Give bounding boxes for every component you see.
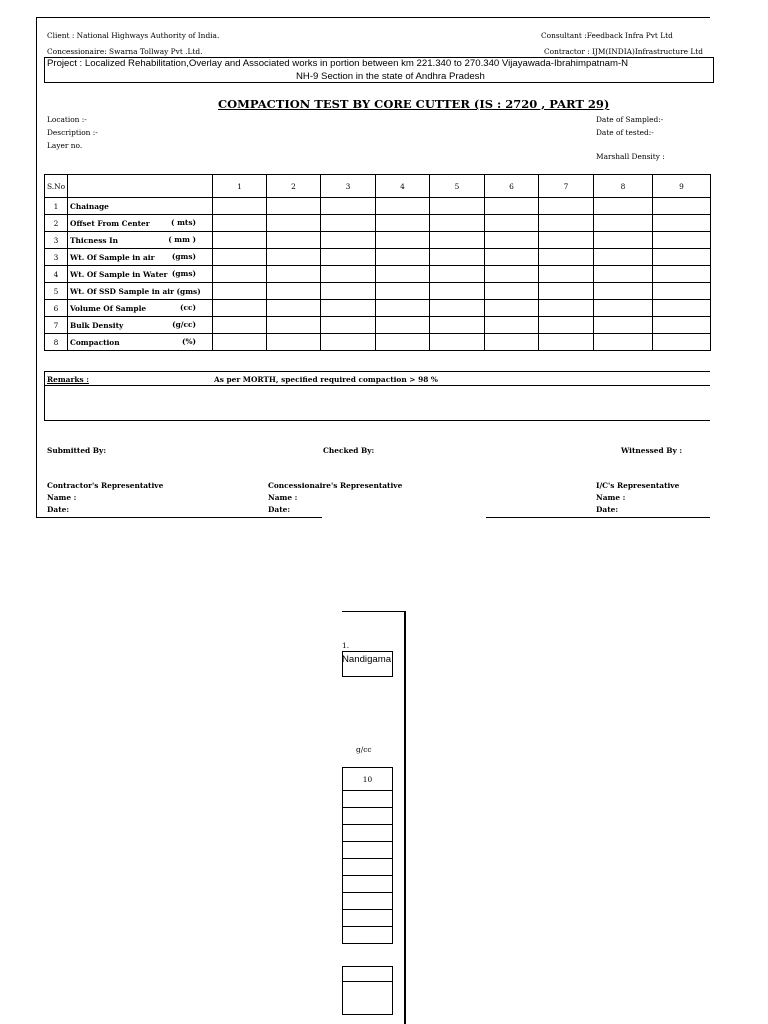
row-label: Wt. Of Sample in air	[70, 252, 155, 262]
data-cell[interactable]	[653, 232, 711, 249]
data-cell[interactable]	[213, 215, 267, 232]
date-tested-label: Date of tested:-	[596, 128, 654, 137]
table-header-row	[45, 175, 711, 198]
bottom-border-left	[36, 517, 322, 518]
row-parameter	[68, 334, 213, 351]
column-header-2: 2	[267, 175, 321, 198]
data-cell[interactable]	[321, 300, 376, 317]
concessionaire-text: Concessionaire: Swarna Tollway Pvt .Ltd.	[47, 47, 203, 56]
data-cell[interactable]	[321, 266, 376, 283]
data-cell[interactable]	[430, 215, 485, 232]
contractor-date-label: Date:	[47, 505, 70, 514]
data-cell[interactable]	[430, 198, 485, 215]
data-cell[interactable]	[343, 893, 393, 910]
ic-name-label: Name :	[596, 493, 626, 502]
data-cell[interactable]	[485, 334, 539, 351]
data-cell[interactable]	[594, 300, 653, 317]
data-cell[interactable]	[653, 283, 711, 300]
row-unit: (gms)	[171, 269, 196, 278]
row-number: 7	[45, 317, 68, 334]
row-parameter	[68, 232, 213, 249]
consultant-text: Consultant :Feedback Infra Pvt Ltd	[541, 31, 673, 40]
row-parameter	[68, 266, 213, 283]
data-cell[interactable]	[267, 334, 321, 351]
row-number: 3	[45, 232, 68, 249]
data-cell[interactable]	[343, 910, 393, 927]
row-unit: (gms)	[171, 252, 196, 261]
row-number: 2	[45, 215, 68, 232]
sno-header: S.No	[45, 175, 68, 198]
row-number: 8	[45, 334, 68, 351]
client-text: Client : National Highways Authority of India.	[47, 31, 220, 40]
data-cell[interactable]	[321, 232, 376, 249]
concessionaire-rep-label: Concessionaire's Representative	[268, 481, 403, 490]
row-unit: ( mts)	[171, 218, 196, 227]
data-cell[interactable]	[653, 334, 711, 351]
overflow-unit: g/cc	[356, 745, 372, 754]
overflow-row	[343, 825, 393, 842]
data-cell[interactable]	[376, 266, 430, 283]
row-label: Compaction	[70, 337, 120, 347]
data-cell[interactable]	[539, 334, 594, 351]
row-label: Volume Of Sample	[70, 303, 147, 313]
data-cell[interactable]	[430, 283, 485, 300]
data-cell[interactable]	[653, 215, 711, 232]
row-parameter	[68, 283, 213, 300]
remarks-top-line	[44, 371, 710, 372]
row-unit: (g/cc)	[172, 320, 196, 329]
remarks-text: As per MORTH, specified required compaction > 98 %	[214, 375, 438, 384]
data-cell[interactable]	[343, 791, 393, 808]
data-cell[interactable]	[485, 317, 539, 334]
data-cell[interactable]	[213, 266, 267, 283]
data-cell[interactable]	[376, 198, 430, 215]
left-border	[36, 17, 37, 517]
overflow-row	[343, 859, 393, 876]
row-label: Thicness In	[70, 235, 118, 245]
data-cell[interactable]	[485, 198, 539, 215]
row-number: 3	[45, 249, 68, 266]
page-title: COMPACTION TEST BY CORE CUTTER (IS : 2720 , PART 29)	[218, 97, 610, 111]
data-cell[interactable]	[539, 215, 594, 232]
data-cell[interactable]	[594, 266, 653, 283]
data-cell[interactable]	[343, 842, 393, 859]
data-cell[interactable]	[539, 317, 594, 334]
data-cell[interactable]	[653, 317, 711, 334]
data-cell[interactable]	[213, 300, 267, 317]
nandigama-text: Nandigama	[342, 654, 392, 665]
data-cell[interactable]	[376, 232, 430, 249]
data-cell[interactable]	[539, 300, 594, 317]
data-cell[interactable]	[485, 215, 539, 232]
data-cell[interactable]	[267, 249, 321, 266]
description-label: Description :-	[47, 128, 98, 137]
data-cell[interactable]	[213, 334, 267, 351]
overflow-row	[343, 808, 393, 825]
data-cell[interactable]	[485, 249, 539, 266]
data-cell[interactable]	[213, 198, 267, 215]
top-border	[36, 17, 710, 18]
table-row	[45, 266, 711, 283]
data-cell[interactable]	[485, 266, 539, 283]
ic-rep-label: I/C's Representative	[596, 481, 680, 490]
data-cell[interactable]	[539, 283, 594, 300]
data-cell[interactable]	[376, 283, 430, 300]
row-parameter	[68, 249, 213, 266]
data-cell[interactable]	[430, 266, 485, 283]
data-cell[interactable]	[213, 249, 267, 266]
checked-by-label: Checked By:	[323, 446, 375, 455]
table-row	[45, 317, 711, 334]
data-cell[interactable]	[267, 283, 321, 300]
data-cell[interactable]	[267, 198, 321, 215]
overflow-header-row	[343, 768, 393, 791]
data-cell[interactable]	[430, 300, 485, 317]
project-line-1: Project : Localized Rehabilitation,Overlay and Associated works in portion between km 221.340 to 270.340 Vijayawada-Ibrahimpatnam-N	[47, 58, 629, 69]
column-header-6: 6	[485, 175, 539, 198]
remarks-left-line	[44, 371, 45, 420]
data-cell[interactable]	[343, 927, 393, 944]
data-cell[interactable]	[485, 232, 539, 249]
project-line-2: NH-9 Section in the state of Andhra Pradesh	[296, 71, 485, 82]
column-header-4: 4	[376, 175, 430, 198]
data-cell[interactable]	[343, 808, 393, 825]
data-cell[interactable]	[321, 215, 376, 232]
overflow-row	[343, 791, 393, 808]
marshall-density-label: Marshall Density :	[596, 152, 665, 161]
remarks-label: Remarks :	[47, 375, 89, 384]
row-parameter	[68, 317, 213, 334]
ic-date-label: Date:	[596, 505, 619, 514]
data-cell[interactable]	[213, 232, 267, 249]
row-label: Offset From Center	[70, 218, 150, 228]
data-cell[interactable]	[343, 825, 393, 842]
overflow-row	[343, 893, 393, 910]
row-number: 4	[45, 266, 68, 283]
data-cell[interactable]	[594, 334, 653, 351]
data-cell[interactable]	[267, 215, 321, 232]
data-cell[interactable]	[653, 266, 711, 283]
data-cell[interactable]	[485, 283, 539, 300]
table-row	[45, 283, 711, 300]
overflow-row	[343, 876, 393, 893]
data-cell[interactable]	[653, 249, 711, 266]
overflow-right-border	[404, 611, 406, 1024]
data-cell[interactable]	[539, 266, 594, 283]
remarks-divider	[44, 385, 710, 386]
data-cell[interactable]	[485, 300, 539, 317]
data-cell[interactable]	[594, 249, 653, 266]
row-parameter	[68, 300, 213, 317]
row-unit: (%)	[181, 337, 196, 346]
data-cell[interactable]	[594, 198, 653, 215]
data-cell[interactable]	[321, 198, 376, 215]
data-cell[interactable]	[376, 249, 430, 266]
data-cell[interactable]	[539, 249, 594, 266]
data-cell[interactable]	[594, 317, 653, 334]
data-cell[interactable]	[430, 249, 485, 266]
table-row	[45, 300, 711, 317]
contractor-text: Contractor : IJM(INDIA)Infrastructure Ltd	[544, 47, 703, 56]
row-number: 5	[45, 283, 68, 300]
data-cell[interactable]	[376, 334, 430, 351]
column-header-1: 1	[213, 175, 267, 198]
row-label: Wt. Of Sample in Water	[70, 269, 168, 279]
data-cell[interactable]	[267, 232, 321, 249]
column-header-7: 7	[539, 175, 594, 198]
data-cell[interactable]	[539, 198, 594, 215]
remarks-bottom-line	[44, 420, 710, 421]
data-cell[interactable]	[213, 283, 267, 300]
row-label: Wt. Of SSD Sample in air (gms)	[70, 286, 201, 296]
row-parameter	[68, 198, 213, 215]
data-cell[interactable]	[267, 266, 321, 283]
data-cell[interactable]	[321, 283, 376, 300]
column-header-10: 10	[343, 768, 393, 791]
overflow-top-line	[342, 611, 404, 612]
data-cell[interactable]	[213, 317, 267, 334]
overflow-table	[342, 767, 393, 944]
concessionaire-name-label: Name :	[268, 493, 298, 502]
data-cell[interactable]	[267, 300, 321, 317]
column-header-5: 5	[430, 175, 485, 198]
row-label: Chainage	[70, 201, 109, 211]
data-cell[interactable]	[653, 198, 711, 215]
location-label: Location :-	[47, 115, 87, 124]
parameter-header	[68, 175, 213, 198]
column-header-9: 9	[653, 175, 711, 198]
data-cell[interactable]	[594, 232, 653, 249]
table-row	[45, 198, 711, 215]
row-unit: ( mm )	[168, 235, 196, 244]
data-cell[interactable]	[430, 317, 485, 334]
data-cell[interactable]	[594, 283, 653, 300]
column-header-8: 8	[594, 175, 653, 198]
data-cell[interactable]	[594, 215, 653, 232]
row-parameter	[68, 215, 213, 232]
table-row	[45, 215, 711, 232]
compaction-table	[44, 174, 711, 351]
submitted-by-label: Submitted By:	[47, 446, 107, 455]
contractor-name-label: Name :	[47, 493, 77, 502]
data-cell[interactable]	[321, 317, 376, 334]
overflow-row	[343, 842, 393, 859]
overflow-fragment: 1.	[342, 641, 350, 650]
data-cell[interactable]	[376, 300, 430, 317]
bottom-border-right	[486, 517, 710, 518]
data-cell[interactable]	[430, 232, 485, 249]
contractor-rep-label: Contractor's Representative	[47, 481, 164, 490]
data-cell[interactable]	[539, 232, 594, 249]
data-cell[interactable]	[267, 317, 321, 334]
table-row	[45, 334, 711, 351]
overflow-remarks-divider	[342, 981, 393, 982]
data-cell[interactable]	[653, 300, 711, 317]
data-cell[interactable]	[376, 317, 430, 334]
data-cell[interactable]	[321, 334, 376, 351]
row-number: 6	[45, 300, 68, 317]
table-row	[45, 232, 711, 249]
row-number: 1	[45, 198, 68, 215]
row-unit: (cc)	[180, 303, 196, 312]
data-cell[interactable]	[321, 249, 376, 266]
overflow-row	[343, 910, 393, 927]
layer-label: Layer no.	[47, 141, 83, 150]
date-sampled-label: Date of Sampled:-	[596, 115, 664, 124]
concessionaire-date-label: Date:	[268, 505, 291, 514]
overflow-row	[343, 927, 393, 944]
data-cell[interactable]	[343, 859, 393, 876]
row-label: Bulk Density	[70, 320, 124, 330]
data-cell[interactable]	[376, 215, 430, 232]
data-cell[interactable]	[343, 876, 393, 893]
data-cell[interactable]	[430, 334, 485, 351]
table-row	[45, 249, 711, 266]
overflow-remarks-box	[342, 966, 393, 1015]
column-header-3: 3	[321, 175, 376, 198]
witnessed-by-label: Witnessed By :	[621, 446, 683, 455]
